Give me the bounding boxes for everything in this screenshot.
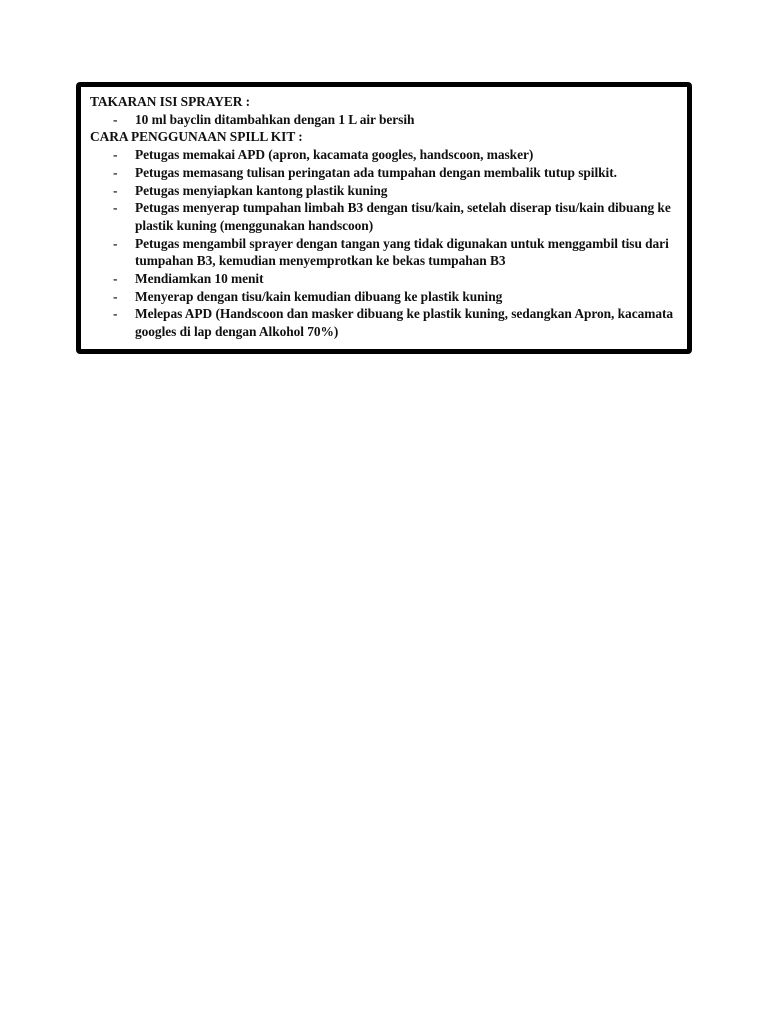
list-item-text: Mendiamkan 10 menit: [135, 271, 264, 287]
bullet-dash: -: [113, 271, 118, 287]
instruction-content: [90, 93, 679, 341]
list-item: [90, 111, 679, 129]
bullet-dash: -: [113, 147, 118, 163]
list-item: [90, 270, 679, 288]
bullet-dash: -: [113, 182, 118, 198]
bullet-dash: -: [113, 235, 118, 251]
section-heading-spill-kit: CARA PENGGUNAAN SPILL KIT :: [90, 129, 303, 145]
list-item-text: Melepas APD (Handscoon dan masker dibuang ke plastik kuning, sedangkan Apron, kacamata googles di lap dengan Alkohol 70%): [135, 306, 674, 340]
bullet-dash: -: [113, 200, 118, 216]
bullet-dash: -: [113, 164, 118, 180]
sprayer-list: [90, 111, 679, 129]
list-item: [90, 305, 679, 340]
spill-kit-list: [90, 146, 679, 341]
list-item-text: Menyerap dengan tisu/kain kemudian dibuang ke plastik kuning: [135, 288, 503, 304]
list-item: [90, 288, 679, 306]
bullet-dash: -: [113, 111, 118, 127]
list-item-text: Petugas memakai APD (apron, kacamata googles, handscoon, masker): [135, 147, 534, 163]
list-item-text: Petugas mengambil sprayer dengan tangan yang tidak digunakan untuk menggambil tisu dari tumpahan B3, kemudian menyemprotkan ke bekas tumpahan B3: [135, 235, 669, 269]
bullet-dash: -: [113, 306, 118, 322]
list-item: [90, 164, 679, 182]
bullet-dash: -: [113, 288, 118, 304]
list-item: [90, 199, 679, 234]
list-item: [90, 235, 679, 270]
list-item-text: Petugas menyiapkan kantong plastik kuning: [135, 182, 388, 198]
list-item-text: Petugas memasang tulisan peringatan ada tumpahan dengan membalik tutup spilkit.: [135, 164, 617, 180]
instruction-box: [76, 82, 692, 354]
list-item: [90, 146, 679, 164]
list-item-text: 10 ml bayclin ditambahkan dengan 1 L air bersih: [135, 111, 415, 127]
list-item: [90, 182, 679, 200]
list-item-text: Petugas menyerap tumpahan limbah B3 dengan tisu/kain, setelah diserap tisu/kain dibuang ke plastik kuning (menggunakan handscoon): [135, 200, 671, 233]
section-heading-sprayer: TAKARAN ISI SPRAYER :: [90, 94, 251, 109]
